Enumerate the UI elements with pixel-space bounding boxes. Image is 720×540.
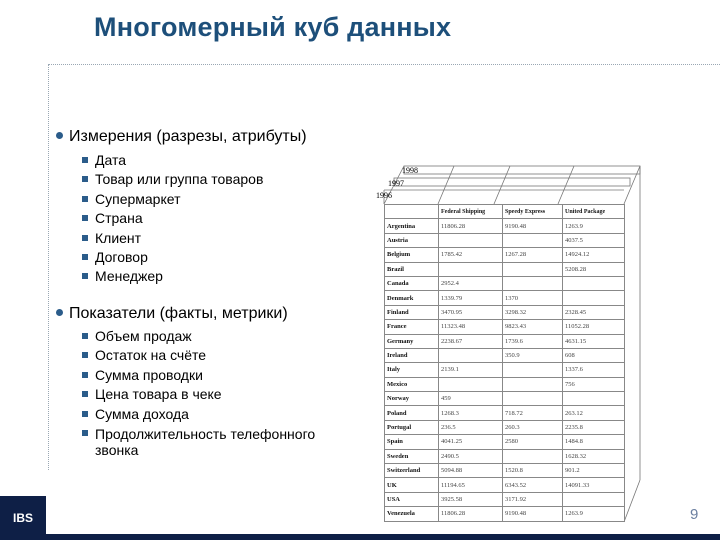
list-item-text: Сумма проводки	[95, 366, 203, 383]
table-cell	[439, 262, 503, 276]
table-cell: 1337.6	[563, 363, 625, 377]
data-cube-illustration	[376, 160, 666, 530]
table-row	[385, 305, 625, 319]
cube-front-table	[384, 204, 625, 522]
table-row	[385, 219, 625, 233]
list-item	[82, 405, 362, 424]
table-cell: 608	[563, 348, 625, 362]
row-country: Switzerland	[385, 464, 439, 478]
table-row	[385, 233, 625, 247]
square-bullet-icon	[82, 352, 88, 358]
list-item	[82, 170, 263, 189]
table-cell: 2235.8	[563, 420, 625, 434]
table-cell: 6343.52	[503, 478, 563, 492]
table-cell: 2238.67	[439, 334, 503, 348]
table-cell: 350.9	[503, 348, 563, 362]
list-item	[82, 209, 263, 228]
column-header: United Package	[563, 205, 625, 219]
table-row	[385, 291, 625, 305]
column-header: Federal Shipping	[439, 205, 503, 219]
row-country: Argentina	[385, 219, 439, 233]
table-cell: 2580	[503, 435, 563, 449]
section-heading-text: Измерения (разрезы, атрибуты)	[69, 128, 307, 145]
table-cell: 2139.1	[439, 363, 503, 377]
table-cell: 756	[563, 377, 625, 391]
table-row	[385, 464, 625, 478]
table-cell	[503, 392, 563, 406]
list-item-text: Менеджер	[95, 268, 163, 285]
row-country: Portugal	[385, 420, 439, 434]
ibs-logo: IBS	[0, 496, 46, 540]
table-cell: 1628.32	[563, 449, 625, 463]
table-cell: 4041.25	[439, 435, 503, 449]
table-cell: 1267.28	[503, 248, 563, 262]
table-cell: 4631.15	[563, 334, 625, 348]
table-row	[385, 348, 625, 362]
table-cell	[439, 377, 503, 391]
list-item	[82, 229, 263, 248]
list-item-text: Остаток на счёте	[95, 347, 207, 364]
table-cell: 5094.88	[439, 464, 503, 478]
square-bullet-icon	[82, 196, 88, 202]
table-cell	[439, 348, 503, 362]
table-cell: 2952.4	[439, 276, 503, 290]
table-cell: 11194.65	[439, 478, 503, 492]
table-cell: 3470.95	[439, 305, 503, 319]
table-row	[385, 262, 625, 276]
row-country: Italy	[385, 363, 439, 377]
table-cell	[503, 233, 563, 247]
table-cell: 1370	[503, 291, 563, 305]
table-row	[385, 435, 625, 449]
table-cell: 11323.48	[439, 320, 503, 334]
table-cell: 1520.8	[503, 464, 563, 478]
list-item	[82, 151, 263, 170]
table-row	[385, 320, 625, 334]
list-item-text: Супермаркет	[95, 190, 181, 207]
table-cell	[503, 377, 563, 391]
table-cell	[503, 262, 563, 276]
table-cell: 459	[439, 392, 503, 406]
square-bullet-icon	[82, 391, 88, 397]
row-country: Spain	[385, 435, 439, 449]
table-cell: 9190.48	[503, 507, 563, 521]
list-item	[82, 385, 362, 404]
table-row	[385, 392, 625, 406]
table-row	[385, 248, 625, 262]
row-country: Germany	[385, 334, 439, 348]
row-country: Canada	[385, 276, 439, 290]
table-row	[385, 377, 625, 391]
row-country: France	[385, 320, 439, 334]
table-cell: 1484.8	[563, 435, 625, 449]
table-cell: 11806.28	[439, 219, 503, 233]
table-cell: 236.5	[439, 420, 503, 434]
row-country: Brazil	[385, 262, 439, 276]
row-country: Ireland	[385, 348, 439, 362]
row-country: Poland	[385, 406, 439, 420]
left-divider	[48, 64, 49, 470]
row-country: Mexico	[385, 377, 439, 391]
page-number: 9	[690, 506, 699, 523]
row-country: Venezuela	[385, 507, 439, 521]
column-header	[385, 205, 439, 219]
table-cell: 4037.5	[563, 233, 625, 247]
list-item-text: Страна	[95, 210, 143, 227]
table-row	[385, 406, 625, 420]
table-cell: 901.2	[563, 464, 625, 478]
table-cell: 1263.9	[563, 219, 625, 233]
year-label: 1996	[376, 191, 392, 200]
dimensions-list	[82, 151, 263, 287]
square-bullet-icon	[82, 273, 88, 279]
year-label: 1997	[388, 179, 404, 188]
list-item	[82, 424, 362, 458]
table-cell: 1785.42	[439, 248, 503, 262]
table-cell: 1263.9	[563, 507, 625, 521]
list-item	[82, 366, 362, 385]
row-country: Sweden	[385, 449, 439, 463]
table-row	[385, 334, 625, 348]
table-row	[385, 478, 625, 492]
list-item-text: Клиент	[95, 229, 142, 246]
list-item-text: Дата	[95, 152, 127, 168]
table-row	[385, 492, 625, 506]
table-cell: 3298.32	[503, 305, 563, 319]
list-item	[82, 267, 263, 286]
bullet-dot-icon	[56, 309, 63, 316]
row-country: Austria	[385, 233, 439, 247]
bottom-brand-bar	[46, 534, 720, 540]
square-bullet-icon	[82, 254, 88, 260]
list-item-text: Объем продаж	[95, 328, 192, 344]
table-cell: 2328.45	[563, 305, 625, 319]
row-country: Norway	[385, 392, 439, 406]
square-bullet-icon	[82, 333, 88, 339]
table-row	[385, 420, 625, 434]
table-cell: 1339.79	[439, 291, 503, 305]
table-cell: 1268.3	[439, 406, 503, 420]
table-cell	[563, 276, 625, 290]
section-dimensions-heading	[56, 128, 307, 146]
list-item-text: Цена товара в чеке	[95, 386, 222, 403]
table-cell	[439, 233, 503, 247]
table-cell: 718.72	[503, 406, 563, 420]
table-cell	[563, 492, 625, 506]
table-cell: 1739.6	[503, 334, 563, 348]
table-cell: 11052.28	[563, 320, 625, 334]
year-label: 1998	[402, 166, 418, 175]
column-header: Speedy Express	[503, 205, 563, 219]
row-country: Belgium	[385, 248, 439, 262]
table-cell	[503, 449, 563, 463]
top-divider	[48, 64, 720, 65]
square-bullet-icon	[82, 411, 88, 417]
table-row	[385, 276, 625, 290]
table-header-row	[385, 205, 625, 219]
list-item	[82, 190, 263, 209]
table-cell: 2490.5	[439, 449, 503, 463]
list-item-text: Договор	[95, 249, 148, 266]
square-bullet-icon	[82, 372, 88, 378]
section-measures-heading	[56, 305, 288, 323]
table-cell: 9823.43	[503, 320, 563, 334]
list-item-text: Товар или группа товаров	[95, 171, 264, 188]
list-item-text: Сумма дохода	[95, 405, 189, 422]
table-cell: 3171.92	[503, 492, 563, 506]
table-row	[385, 449, 625, 463]
row-country: Finland	[385, 305, 439, 319]
list-item-text: Продолжительность телефонного звонка	[95, 426, 316, 459]
table-cell: 3925.58	[439, 492, 503, 506]
table-cell: 9190.48	[503, 219, 563, 233]
table-cell: 14091.33	[563, 478, 625, 492]
measures-list	[82, 327, 362, 458]
row-country: Denmark	[385, 291, 439, 305]
square-bullet-icon	[82, 157, 88, 163]
slide-title: Многомерный куб данных	[94, 12, 452, 42]
table-row	[385, 507, 625, 521]
table-cell: 14924.12	[563, 248, 625, 262]
square-bullet-icon	[82, 235, 88, 241]
row-country: UK	[385, 478, 439, 492]
list-item	[82, 248, 263, 267]
square-bullet-icon	[82, 430, 88, 436]
table-cell: 11806.28	[439, 507, 503, 521]
table-cell: 260.3	[503, 420, 563, 434]
table-row	[385, 363, 625, 377]
list-item	[82, 327, 362, 346]
bullet-dot-icon	[56, 132, 63, 139]
square-bullet-icon	[82, 215, 88, 221]
section-heading-text: Показатели (факты, метрики)	[69, 305, 288, 322]
table-cell	[563, 392, 625, 406]
list-item	[82, 346, 362, 365]
table-cell: 5208.28	[563, 262, 625, 276]
table-cell	[503, 276, 563, 290]
table-cell	[563, 291, 625, 305]
table-cell: 263.12	[563, 406, 625, 420]
row-country: USA	[385, 492, 439, 506]
square-bullet-icon	[82, 176, 88, 182]
table-cell	[503, 363, 563, 377]
